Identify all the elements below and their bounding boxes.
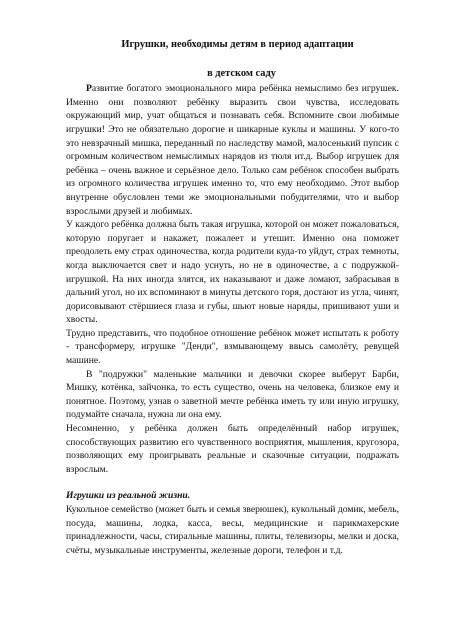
paragraph-toy-set: Несомненно, у ребёнка должен быть определённый набор игрушек, способствующих развитию его чувственного восприятия, мышления, кругозора, позволяющих ему проигрывать реальные и сказочные ситуации, подражать взрослым. xyxy=(66,423,399,475)
paragraph-real-life-toys: Кукольное семейство (может быть и семья зверюшек), кукольный домик, мебель, посуда, машины, лодка, касса, весы, медицинские и парикмахерские принадлежности, часы, стиральные машины, плиты, телевизоры, мелки и доска, счёты, музыкальные инструменты, железные дороги, телефон и т.д. xyxy=(66,504,399,556)
spacer xyxy=(66,476,399,489)
paragraph-favorite-friends: В "подружки" маленькие мальчики и девочки скорее выберут Барби, Мишку, котёнка, зайчонка, то есть существо, очень на человека, близкое ему и понятное. Поэтому, узнав о заветной мечте ребёнка иметь ту или иную игрушку, подумайте сначала, нужна ли она ему. xyxy=(66,368,399,421)
drop-cap-letter: Р xyxy=(86,83,92,95)
paragraph-intro xyxy=(66,82,399,218)
document-subtitle: в детском саду xyxy=(207,67,276,79)
paragraph-intro-text: азвитие богатого эмоционального мира ребёнка немыслимо без игрушек. Именно они позволяют ребёнку выразить свои чувства, исследовать окружающий мир, учат общаться и познавать себя. Вспомните свои любимые игрушки! Это не обязательно дорогие и шикарные куклы и машины. У кого-то это невзрачный мишка, переданный по наследству мамой, малосенький пупсик с огромным количеством немыслимых нарядов из тюля ит.д. Выбор игрушек для ребёнка – очень важное и серьёзное дело. Только сам ребёнок способен выбрать из огромного количества игрушек именно то, что ему необходимо. Этот выбор внутренне обусловлен теми же эмоциональными побудителями, что и выбор взрослыми друзей и любимых. xyxy=(66,83,399,217)
document-title: Игрушки, необходимы детям в период адаптации xyxy=(121,39,354,50)
paragraph-comfort-toy: У каждого ребёнка должна быть такая игрушка, которой он может пожаловаться, которую поругает и накажет, пожалеет и утешит. Именно она поможет преодолеть ему страх одиночества, когда родители куда-то уйдут, страх темноты, когда выключается свет и надо уснуть, но не в одиночестве, а с подружкой-игрушкой. На них иногда злятся, их наказывают и даже ломают, забрасывая в дальний угол, но их вспоминают в минуты детского горя, достают из угла, чинят, дорисовывают стёршиеся глаза и губы, шьют новые наряды, пришивают уши и хвосты. xyxy=(66,219,399,326)
paragraph-robot-contrast: Трудно представить, что подобное отношение ребёнок может испытать к роботу - трансформеру, игрушке "Денди", взмывающему ввысь самолёту, ревущей машине. xyxy=(66,327,399,367)
section-heading: Игрушки из реальной жизни. xyxy=(66,490,191,502)
